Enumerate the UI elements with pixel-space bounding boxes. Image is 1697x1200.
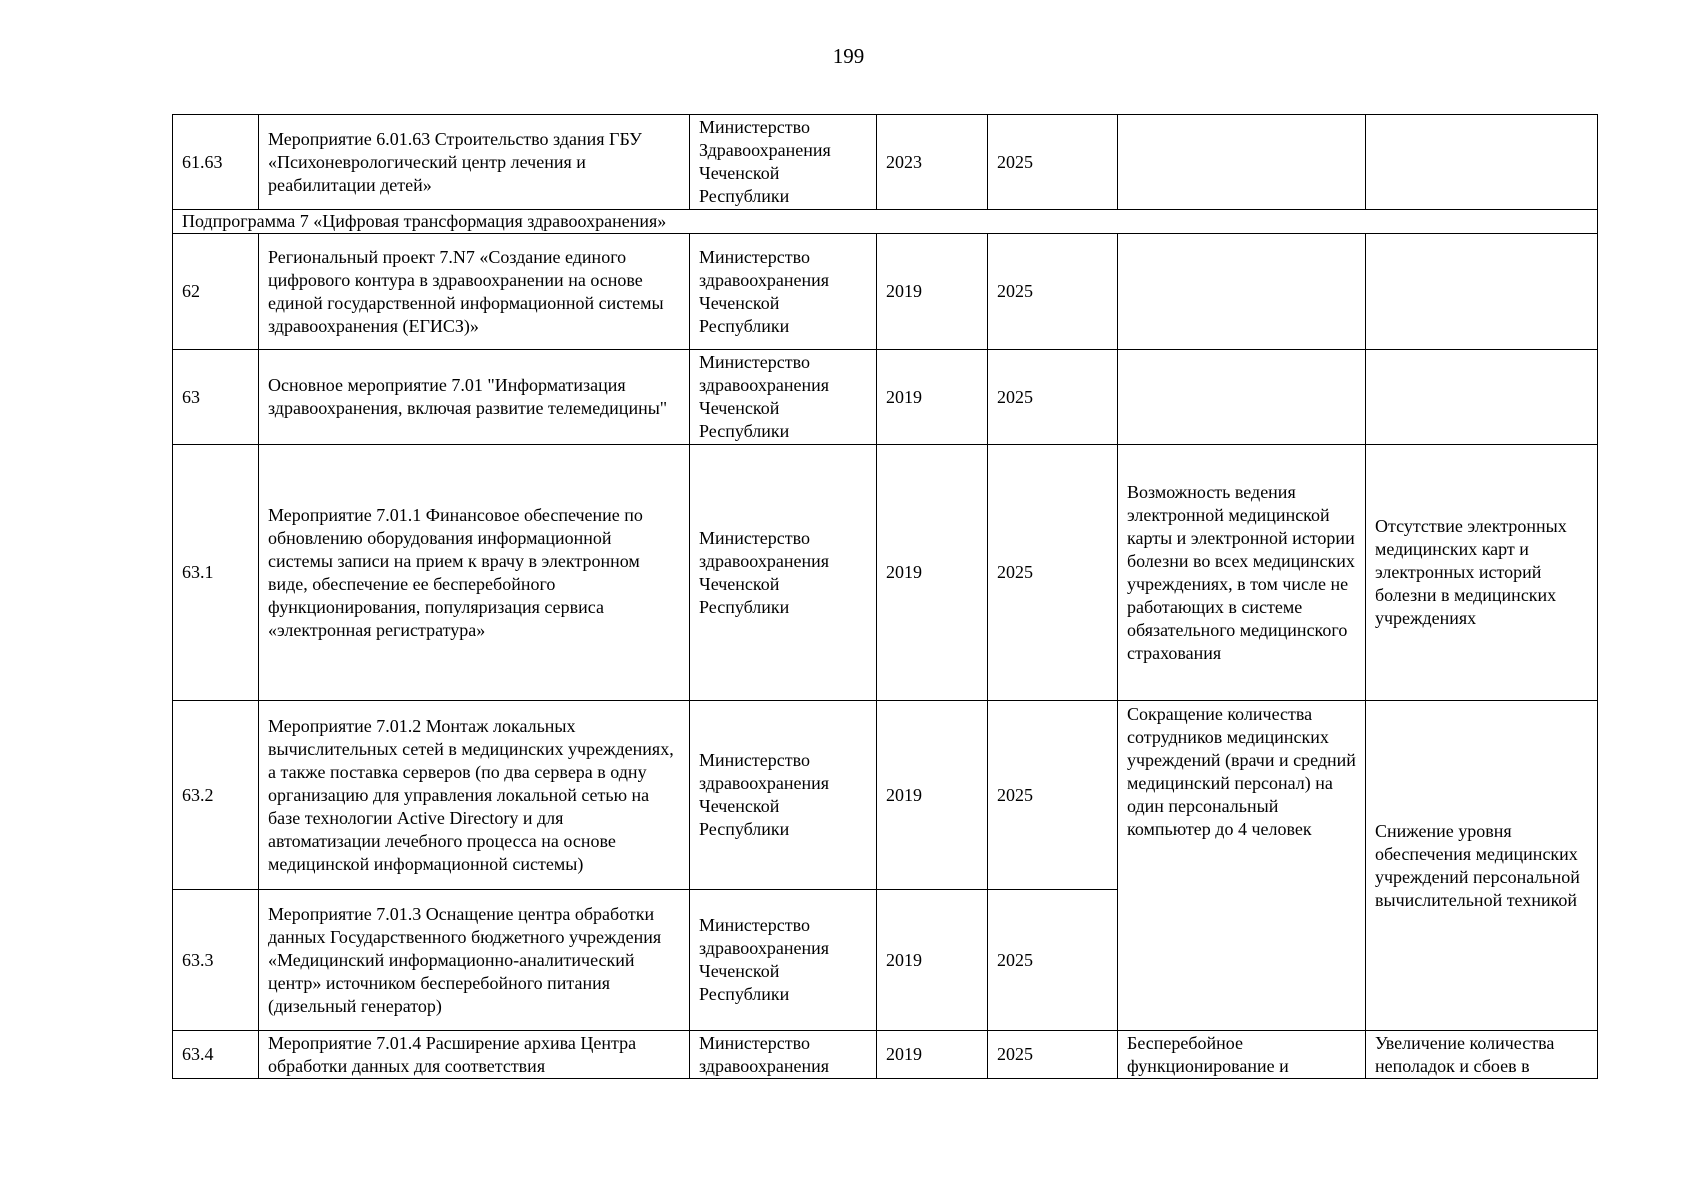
consequence xyxy=(1366,115,1598,210)
subprogram-row xyxy=(173,210,1598,234)
executor: Министерство здравоохранения Чеченской Республики xyxy=(690,445,877,701)
executor: Министерство здравоохранения Чеченской Республики xyxy=(690,234,877,350)
start-year: 2019 xyxy=(877,701,988,890)
end-year: 2025 xyxy=(988,1031,1118,1079)
end-year: 2025 xyxy=(988,890,1118,1031)
measure-name: Мероприятие 6.01.63 Строительство здания ГБУ «Психоневрологический центр лечения и реабилитации детей» xyxy=(259,115,690,210)
row-number: 61.63 xyxy=(173,115,259,210)
measure-name: Мероприятие 7.01.2 Монтаж локальных вычислительных сетей в медицинских учреждениях, а также поставка серверов (по два сервера в одну организацию для управления локальной сетью на базе технологии Active Directory и для автоматизации лечебного процесса на основе медицинской информационной системы) xyxy=(259,701,690,890)
row-number: 63.3 xyxy=(173,890,259,1031)
executor: Министерство здравоохранения Чеченской Республики xyxy=(690,350,877,445)
expected-result xyxy=(1118,115,1366,210)
start-year: 2023 xyxy=(877,115,988,210)
end-year: 2025 xyxy=(988,350,1118,445)
measure-name: Региональный проект 7.N7 «Создание единого цифрового контура в здравоохранении на основе единой государственной информационной системы здравоохранения (ЕГИСЗ)» xyxy=(259,234,690,350)
executor: Министерство здравоохранения xyxy=(690,1031,877,1079)
consequence xyxy=(1366,234,1598,350)
expected-result xyxy=(1118,350,1366,445)
expected-result xyxy=(1118,234,1366,350)
consequence: Отсутствие электронных медицинских карт и электронных историй болезни в медицинских учреждениях xyxy=(1366,445,1598,701)
end-year: 2025 xyxy=(988,234,1118,350)
row-number: 63.1 xyxy=(173,445,259,701)
start-year: 2019 xyxy=(877,890,988,1031)
measure-name: Мероприятие 7.01.3 Оснащение центра обработки данных Государственного бюджетного учреждения «Медицинский информационно-аналитический центр» источником бесперебойного питания (дизельный генератор) xyxy=(259,890,690,1031)
consequence xyxy=(1366,350,1598,445)
start-year: 2019 xyxy=(877,445,988,701)
table-row xyxy=(173,234,1598,350)
table-row xyxy=(173,701,1598,890)
row-number: 62 xyxy=(173,234,259,350)
end-year: 2025 xyxy=(988,445,1118,701)
end-year: 2025 xyxy=(988,701,1118,890)
consequence: Увеличение количества неполадок и сбоев в xyxy=(1366,1031,1598,1079)
table-row xyxy=(173,115,1598,210)
executor: Министерство Здравоохранения Чеченской Республики xyxy=(690,115,877,210)
start-year: 2019 xyxy=(877,1031,988,1079)
row-number: 63 xyxy=(173,350,259,445)
measure-name: Основное мероприятие 7.01 "Информатизация здравоохранения, включая развитие телемедицины" xyxy=(259,350,690,445)
measure-name: Мероприятие 7.01.1 Финансовое обеспечение по обновлению оборудования информационной системы записи на прием к врачу в электронном виде, обеспечение ее бесперебойного функционирования, популяризация сервиса «электронная регистратура» xyxy=(259,445,690,701)
consequence: Снижение уровня обеспечения медицинских учреждений персональной вычислительной техникой xyxy=(1366,701,1598,1031)
expected-result: Бесперебойное функционирование и xyxy=(1118,1031,1366,1079)
row-number: 63.4 xyxy=(173,1031,259,1079)
row-number: 63.2 xyxy=(173,701,259,890)
measures-table xyxy=(172,114,1598,1079)
subprogram-title: Подпрограмма 7 «Цифровая трансформация здравоохранения» xyxy=(173,210,1598,234)
table-row xyxy=(173,445,1598,701)
executor: Министерство здравоохранения Чеченской Республики xyxy=(690,890,877,1031)
end-year: 2025 xyxy=(988,115,1118,210)
measure-name: Мероприятие 7.01.4 Расширение архива Центра обработки данных для соответствия xyxy=(259,1031,690,1079)
expected-result: Возможность ведения электронной медицинской карты и электронной истории болезни во всех медицинских учреждениях, в том числе не работающих в системе обязательного медицинского страхования xyxy=(1118,445,1366,701)
start-year: 2019 xyxy=(877,350,988,445)
table-row xyxy=(173,1031,1598,1079)
expected-result: Сокращение количества сотрудников медицинских учреждений (врачи и средний медицинский персонал) на один персональный компьютер до 4 человек xyxy=(1118,701,1366,1031)
table-row xyxy=(173,350,1598,445)
start-year: 2019 xyxy=(877,234,988,350)
page-number: 199 xyxy=(832,44,865,68)
executor: Министерство здравоохранения Чеченской Республики xyxy=(690,701,877,890)
